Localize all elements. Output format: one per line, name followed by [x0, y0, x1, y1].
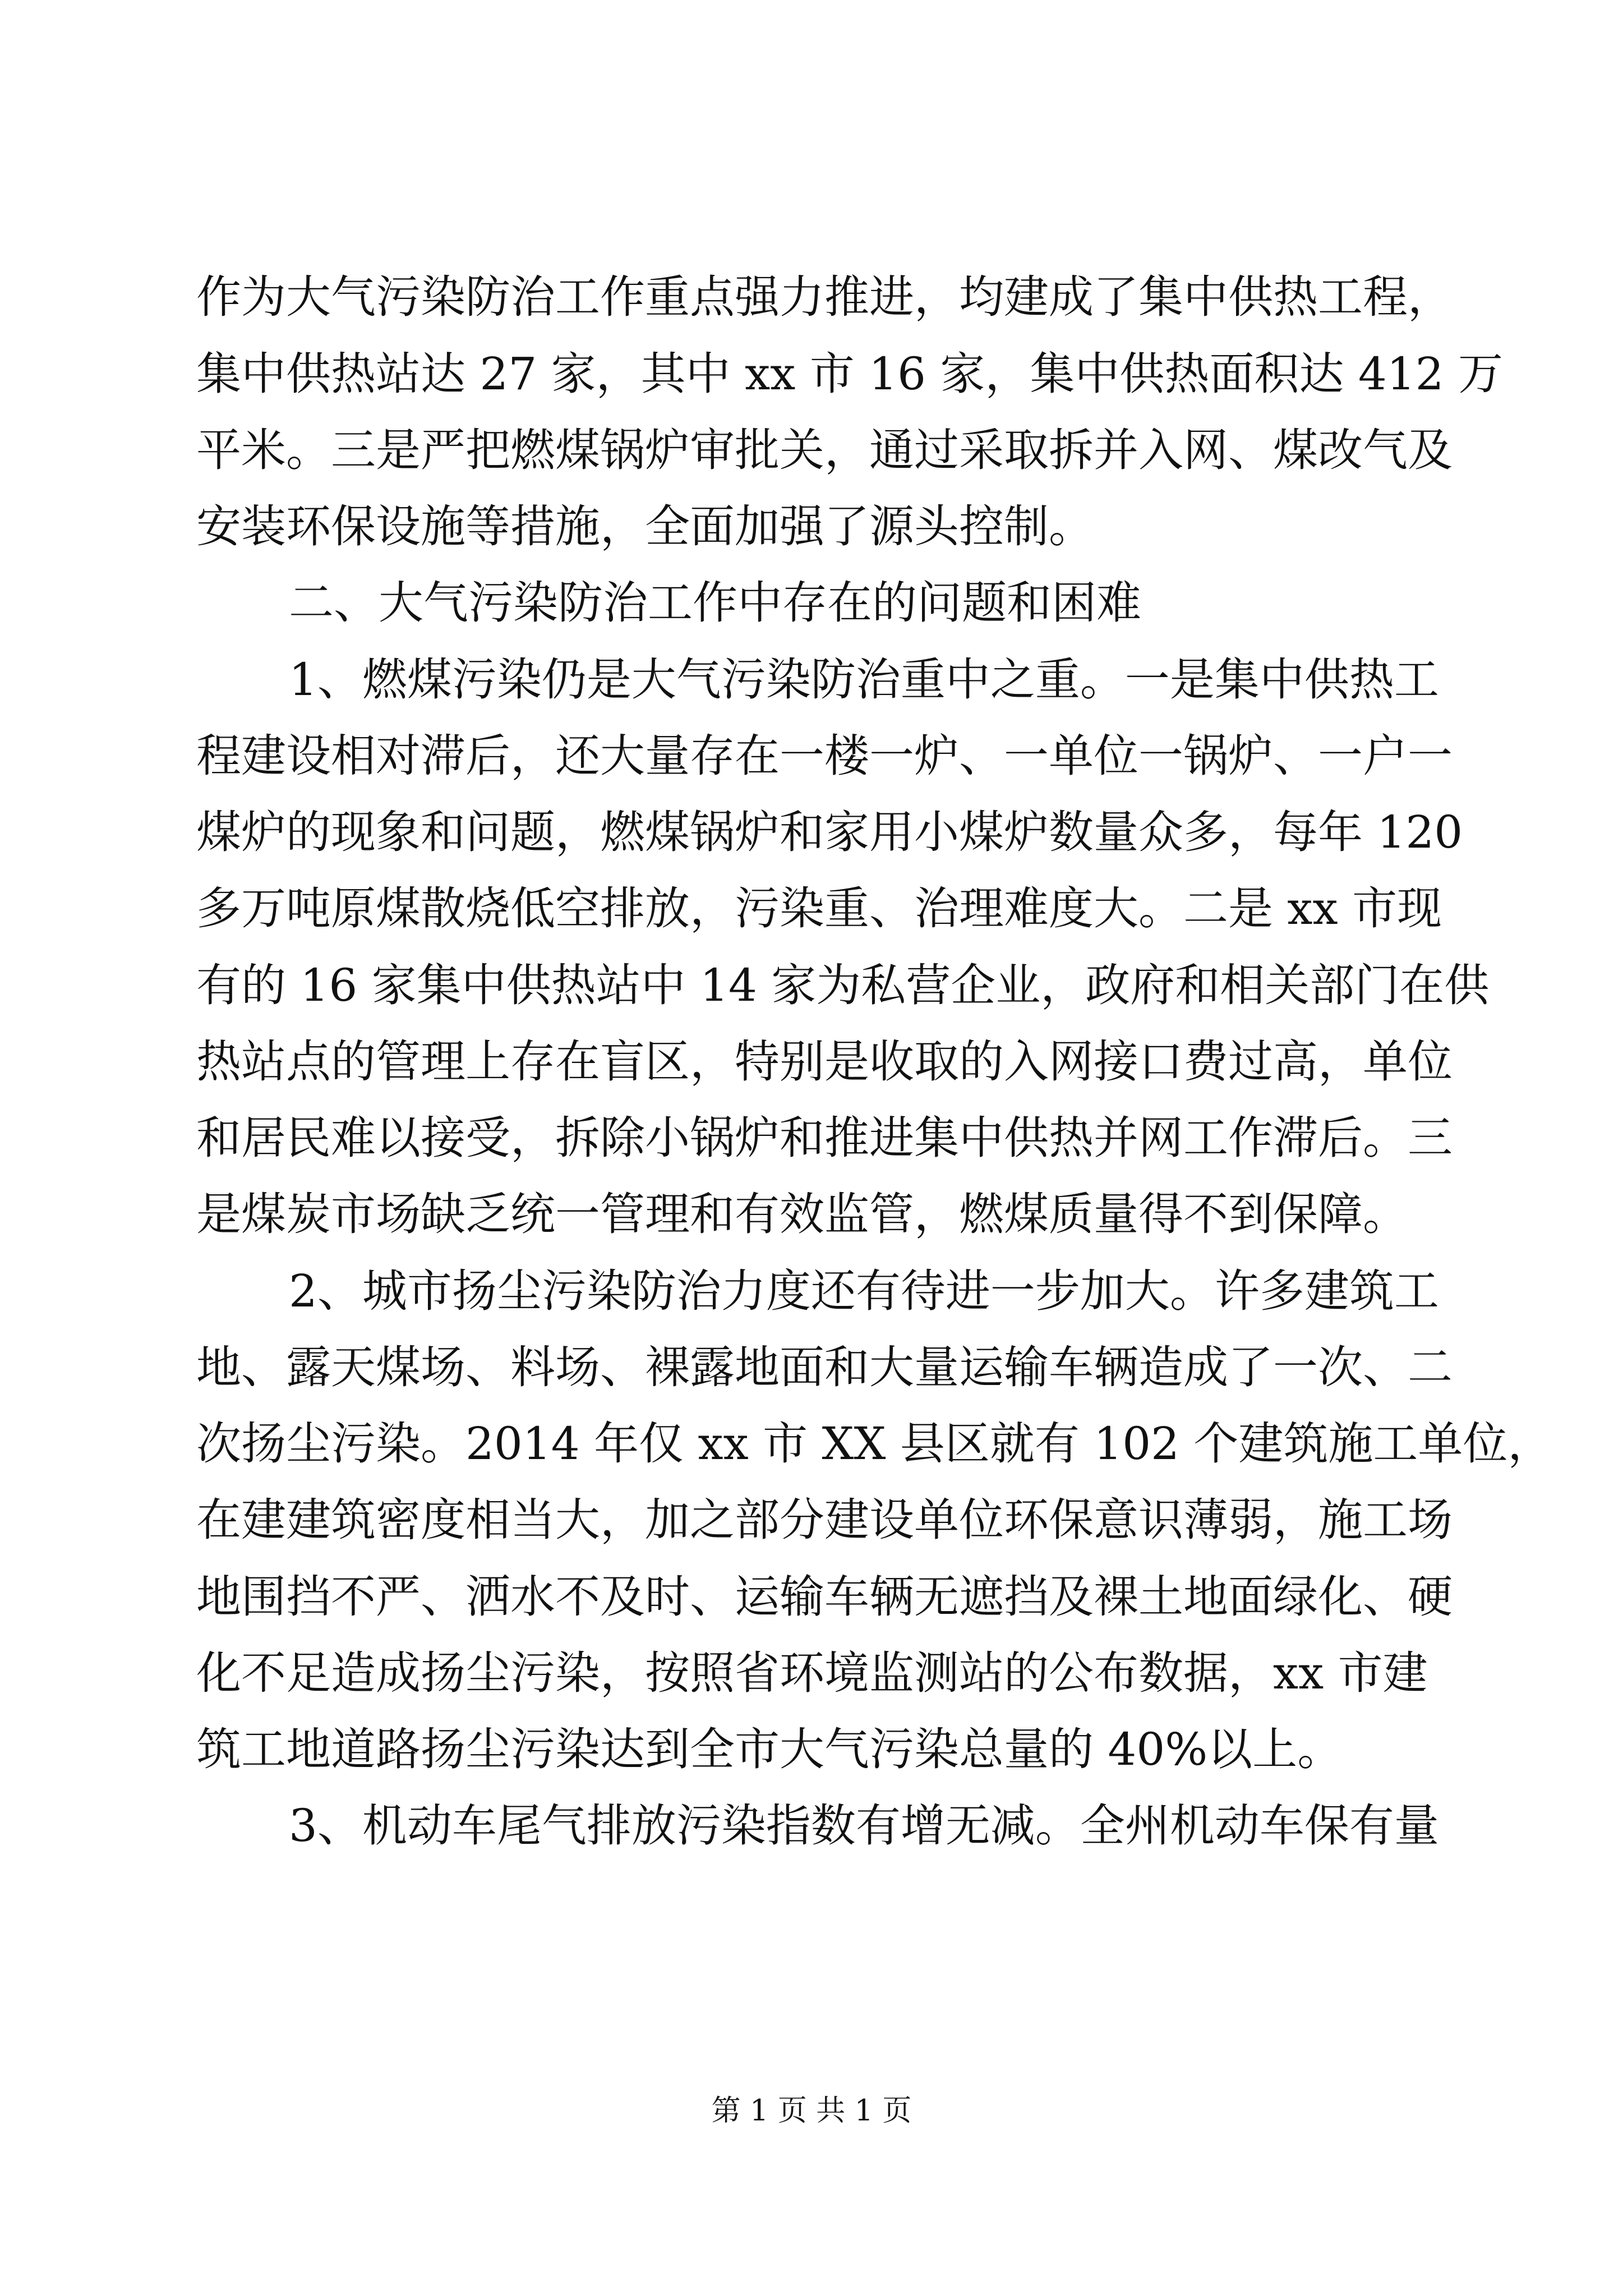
text-line: 程建设相对滞后，还大量存在一楼一炉、一单位一锅炉、一户一 — [196, 730, 1453, 782]
text-line: 地围挡不严、洒水不及时、运输车辆无遮挡及裸土地面绿化、硬 — [196, 1571, 1453, 1623]
text-line: 化不足造成扬尘污染，按照省环境监测站的公布数据，xx 市建 — [196, 1647, 1428, 1699]
text-line: 平米。三是严把燃煤锅炉审批关，通过采取拆并入网、煤改气及 — [196, 424, 1453, 476]
text-line: 有的 16 家集中供热站中 14 家为私营企业，政府和相关部门在供 — [196, 959, 1490, 1011]
text-line: 和居民难以接受，拆除小锅炉和推进集中供热并网工作滞后。三 — [196, 1112, 1453, 1164]
text-line: 次扬尘污染。2014 年仅 xx 市 XX 县区就有 102 个建筑施工单位， — [196, 1418, 1553, 1470]
text-line: 筑工地道路扬尘污染达到全市大气污染总量的 40%以上。 — [196, 1723, 1343, 1775]
section-heading: 二、大气污染防治工作中存在的问题和困难 — [289, 577, 1141, 629]
text-line: 作为大气污染防治工作重点强力推进，均建成了集中供热工程， — [196, 271, 1453, 323]
text-line: 2、城市扬尘污染防治力度还有待进一步加大。许多建筑工 — [289, 1265, 1439, 1317]
text-line: 3、机动车尾气排放污染指数有增无减。全州机动车保有量 — [289, 1800, 1439, 1852]
page-number-label: 第 1 页 共 1 页 — [711, 2094, 912, 2128]
text-line: 是煤炭市场缺乏统一管理和有效监管，燃煤质量得不到保障。 — [196, 1188, 1408, 1240]
text-line: 1、燃煤污染仍是大气污染防治重中之重。一是集中供热工 — [289, 654, 1439, 706]
page-footer — [0, 2091, 1623, 2131]
text-line: 热站点的管理上存在盲区，特别是收取的入网接口费过高，单位 — [196, 1036, 1453, 1088]
text-line: 在建建筑密度相当大，加之部分建设单位环保意识薄弱，施工场 — [196, 1494, 1453, 1546]
text-line: 安装环保设施等措施，全面加强了源头控制。 — [196, 500, 1094, 553]
text-line: 多万吨原煤散烧低空排放，污染重、治理难度大。二是 xx 市现 — [196, 882, 1442, 935]
text-line: 地、露天煤场、料场、裸露地面和大量运输车辆造成了一次、二 — [196, 1341, 1453, 1393]
text-line: 煤炉的现象和问题，燃煤锅炉和家用小煤炉数量众多，每年 120 — [196, 806, 1463, 858]
text-line: 集中供热站达 27 家，其中 xx 市 16 家，集中供热面积达 412 万 — [196, 348, 1503, 400]
